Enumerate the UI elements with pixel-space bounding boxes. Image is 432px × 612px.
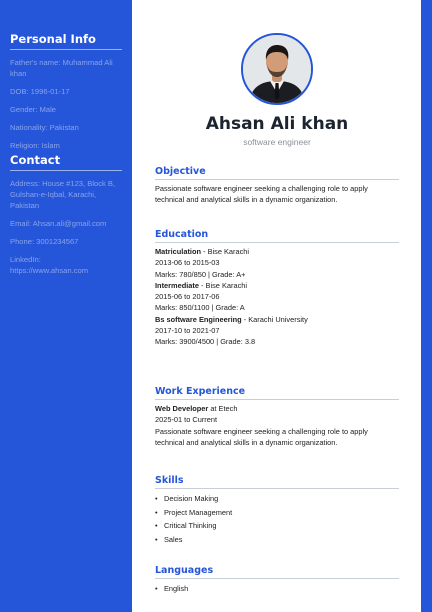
edu-dates: 2017-10 to 2021-07 [155, 326, 220, 336]
list-item: • English [164, 582, 399, 596]
candidate-name: Ahsan Ali khan [205, 114, 349, 134]
list-item: • Critical Thinking [164, 519, 399, 533]
linkedin [10, 254, 122, 276]
list-item: • Decision Making [164, 492, 399, 506]
education-title: Education [155, 229, 399, 243]
degree: Bs software Engineering [155, 314, 242, 324]
phone[interactable]: Phone: 3001234567 [10, 237, 79, 246]
degree: Matriculation [155, 247, 201, 256]
gender: Gender: Male [10, 105, 57, 114]
list-item: • Sales [164, 533, 399, 547]
education-section [155, 229, 399, 348]
fathers-name: Father's name: Muhammad Ali khan [10, 58, 113, 78]
work-title: Work Experience [155, 386, 399, 400]
languages-title: Languages [155, 565, 399, 579]
profile-photo [243, 35, 311, 103]
education-item [155, 246, 399, 280]
list-item: • Project Management [164, 506, 399, 520]
personal-info-title: Personal Info [10, 32, 122, 50]
objective-section [155, 166, 399, 206]
work-position: Web Developer [155, 404, 209, 413]
school: - Karachi University [241, 314, 308, 324]
linkedin-link[interactable]: https://www.ahsan.com [10, 266, 89, 275]
languages-list [155, 582, 399, 596]
education-item [155, 280, 399, 314]
degree: Intermediate [155, 280, 199, 290]
objective-text: Passionate software engineer seeking a challenging role to apply technical and analytical skills in a dynamic organization. [155, 184, 368, 205]
dob: DOB: 1996-01-17 [10, 87, 70, 96]
work-section [155, 386, 399, 448]
objective-title: Objective [155, 166, 399, 180]
linkedin-label: LinkedIn: [10, 255, 41, 264]
school: - Bise Karachi [201, 247, 250, 256]
candidate-role: software engineer [243, 137, 311, 147]
nationality: Nationality: Pakistan [10, 123, 79, 132]
right-accent-bar [421, 0, 432, 612]
languages-section [155, 565, 399, 596]
address: Address: House #123, Block B, Gulshan-e-Iqbal, Karachi, Pakistan [10, 179, 116, 210]
edu-marks: Marks: 780/850 | Grade: A+ [155, 269, 246, 279]
skills-section [155, 475, 399, 546]
skills-title: Skills [155, 475, 399, 489]
contact-title: Contact [10, 153, 122, 171]
work-description: Passionate software engineer seeking a challenging role to apply technical and analytical skills in a dynamic organization. [155, 426, 368, 447]
avatar [241, 33, 313, 105]
work-company: at Etech [208, 404, 238, 413]
edu-dates: 2013-06 to 2015-03 [155, 258, 220, 268]
school: - Bise Karachi [198, 280, 248, 290]
religion: Religion: Islam [10, 141, 60, 150]
work-dates: 2025-01 to Current [155, 415, 218, 425]
skills-list [155, 492, 399, 546]
edu-marks: Marks: 3900/4500 | Grade: 3.8 [155, 337, 256, 347]
sidebar [0, 0, 132, 612]
email[interactable]: Email: Ahsan.ali@gmail.com [10, 219, 107, 228]
edu-marks: Marks: 850/1100 | Grade: A [155, 303, 245, 313]
education-item [155, 314, 399, 348]
edu-dates: 2015-06 to 2017-06 [155, 292, 220, 302]
